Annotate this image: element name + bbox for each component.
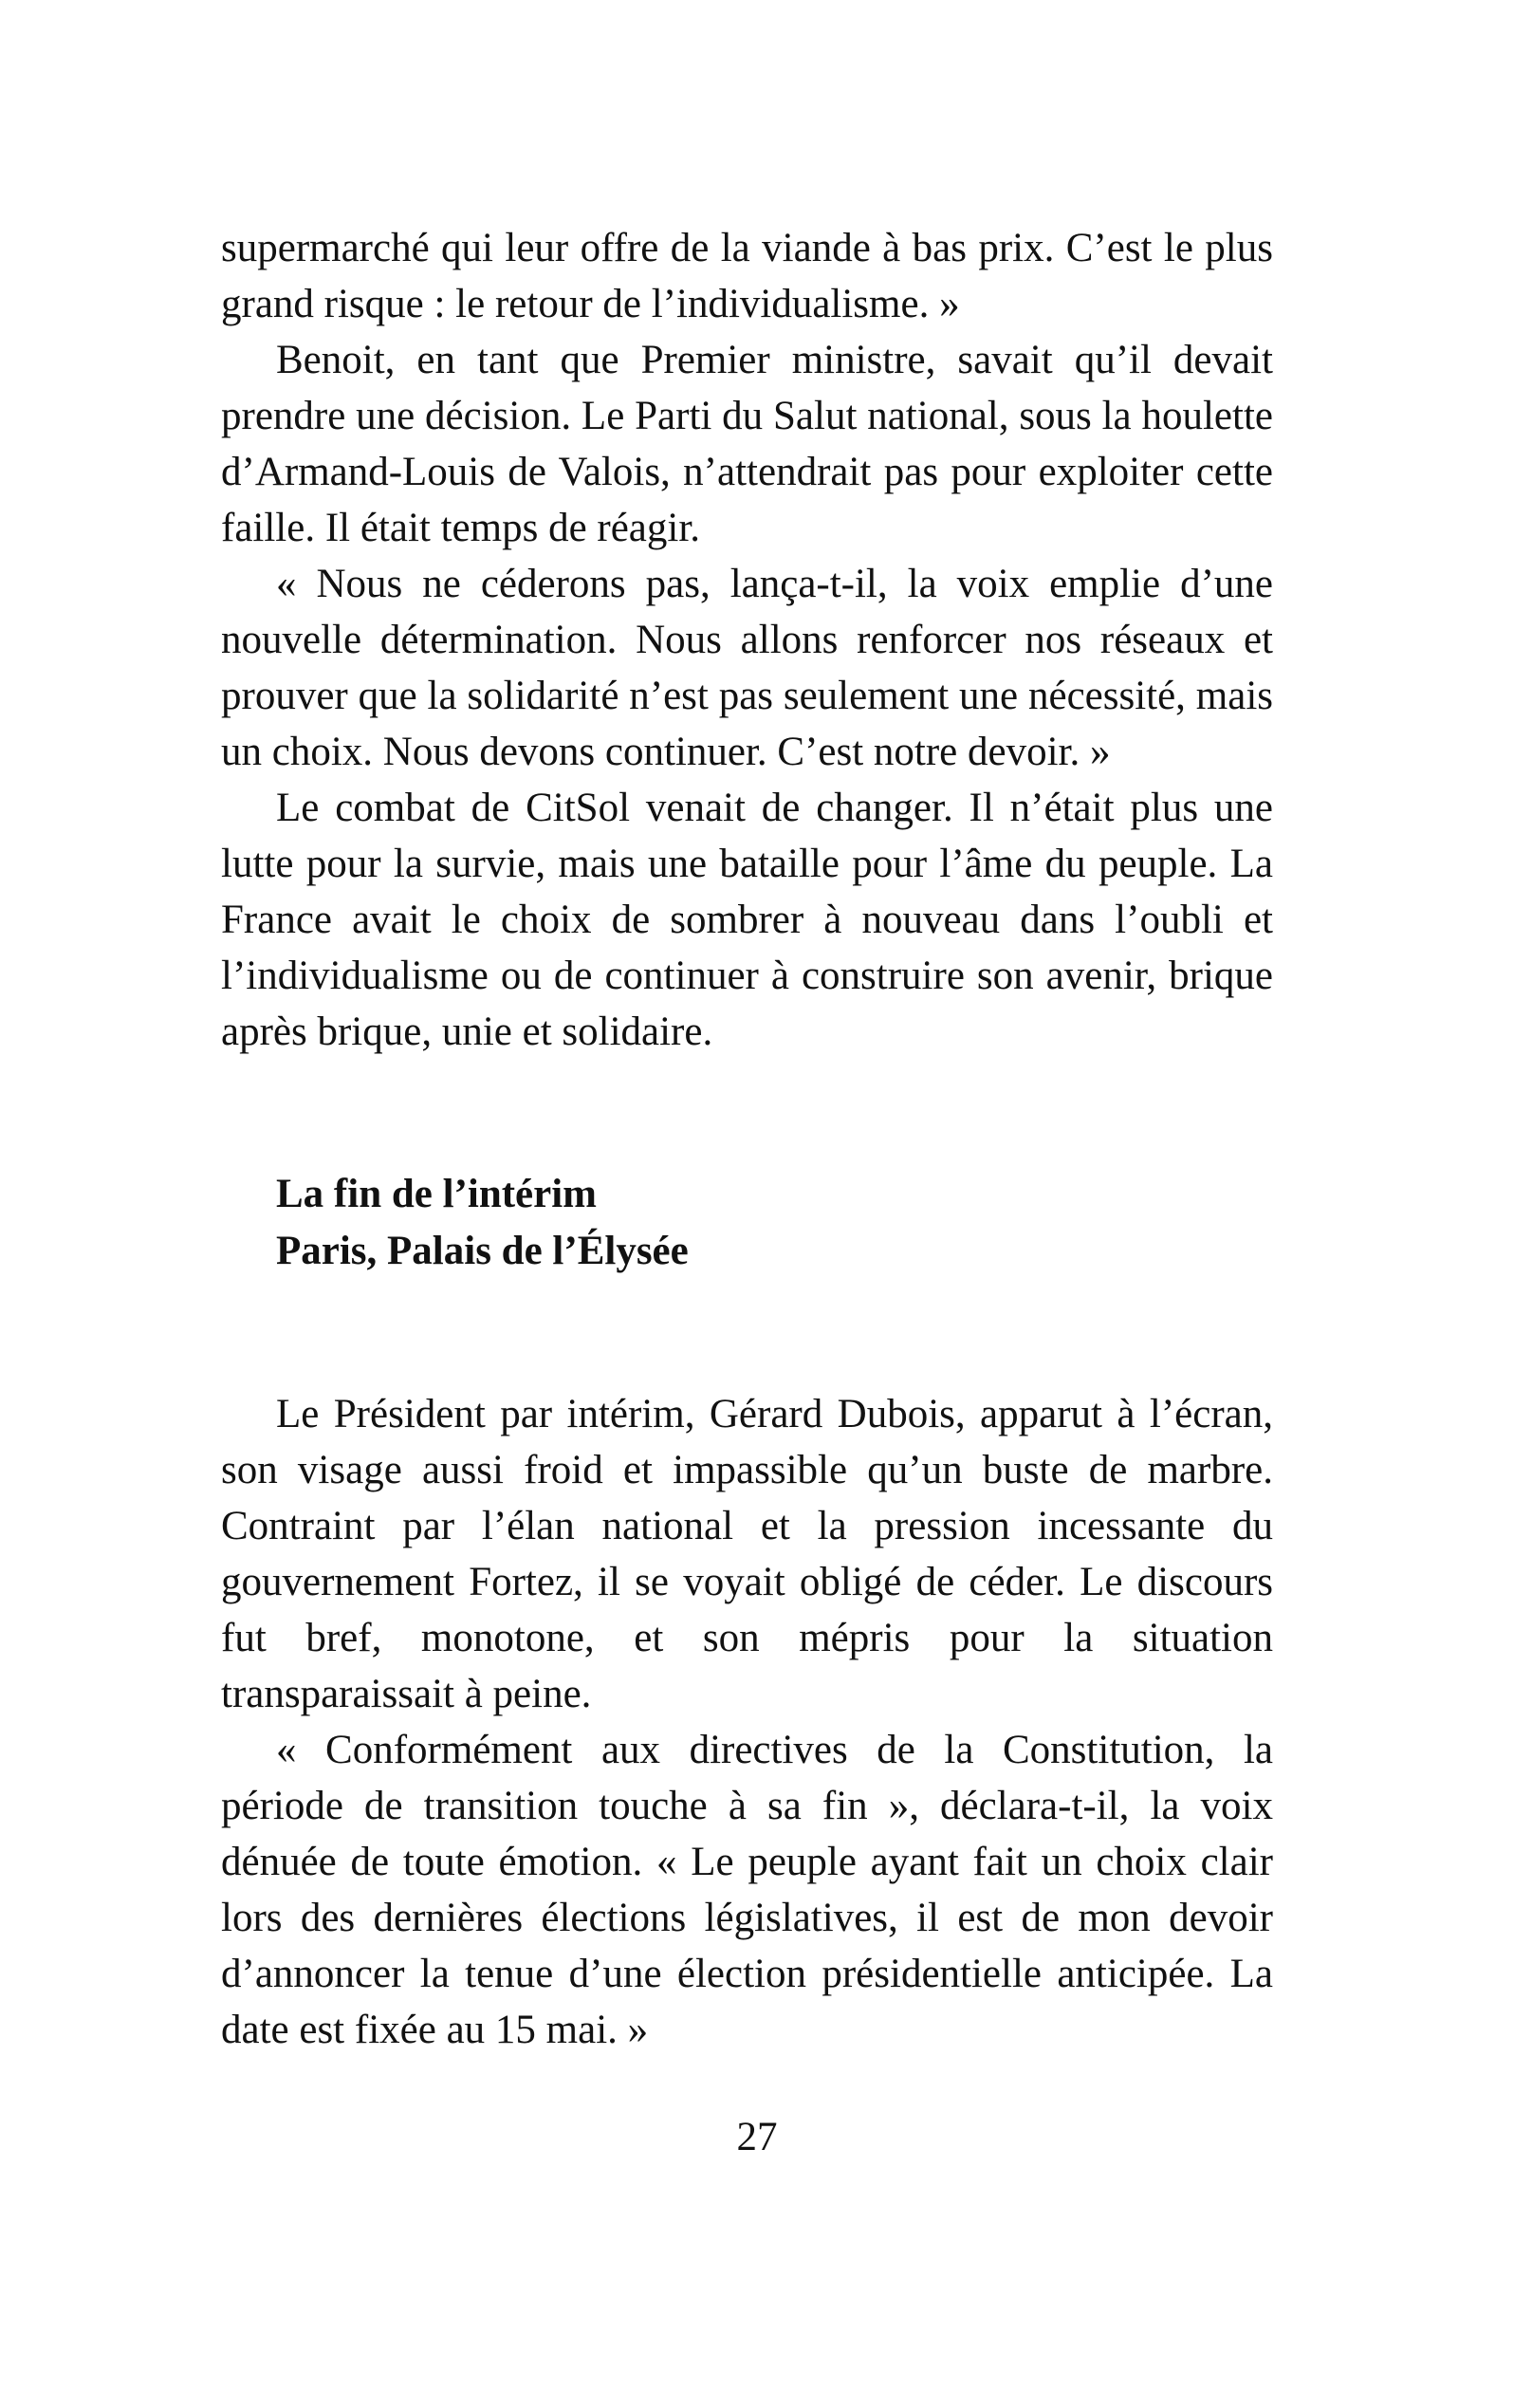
section-title: La fin de l’intérim — [276, 1172, 597, 1216]
section-subtitle: Paris, Palais de l’Élysée — [276, 1229, 689, 1273]
paragraph-benoit-decision: Benoit, en tant que Premier ministre, savait qu’il devait prendre une décision. Le Parti du Salut national, sous la houlette d’Armand-Louis de Valois, n’attendrait pas pour exploiter cette faille. Il était temps de réagir. — [221, 338, 1273, 550]
book-page — [221, 220, 1273, 2058]
paragraph-president-interim: Le Président par intérim, Gérard Dubois, apparut à l’écran, son visage aussi froid et impassible qu’un buste de marbre. Contraint par l’élan national et la pression incessante du gouvernement Fortez, il se voyait obligé de céder. Le discours fut bref, monotone, et son mépris pour la situation transparaissait à peine. — [221, 1392, 1273, 1716]
paragraph-combat-citsol: Le combat de CitSol venait de changer. Il n’était plus une lutte pour la survie, mais une bataille pour l’âme du peuple. La France avait le choix de sombrer à nouveau dans l’oubli et l’individualisme ou de continuer à construire son avenir, brique après brique, unie et solidaire. — [221, 786, 1273, 1054]
paragraph-conformement: « Conformément aux directives de la Constitution, la période de transition touche à sa fin », déclara-t-il, la voix dénuée de toute émotion. « Le peuple ayant fait un choix clair lors des dernières élections législatives, il est de mon devoir d’annoncer la tenue d’une élection présidentielle anticipée. La date est fixée au 15 mai. » — [221, 1728, 1273, 2052]
page-number: 27 — [736, 2115, 778, 2159]
section-heading — [221, 1166, 1273, 1280]
paragraph-nous-ne-cederons-pas: « Nous ne céderons pas, lança-t-il, la voix emplie d’une nouvelle détermination. Nous allons renforcer nos réseaux et prouver que la solidarité n’est pas seulement une nécessité, mais un choix. Nous devons continuer. C’est notre devoir. » — [221, 562, 1273, 774]
paragraph-continued: supermarché qui leur offre de la viande à bas prix. C’est le plus grand risque : le retour de l’individualisme. » — [221, 226, 1273, 326]
